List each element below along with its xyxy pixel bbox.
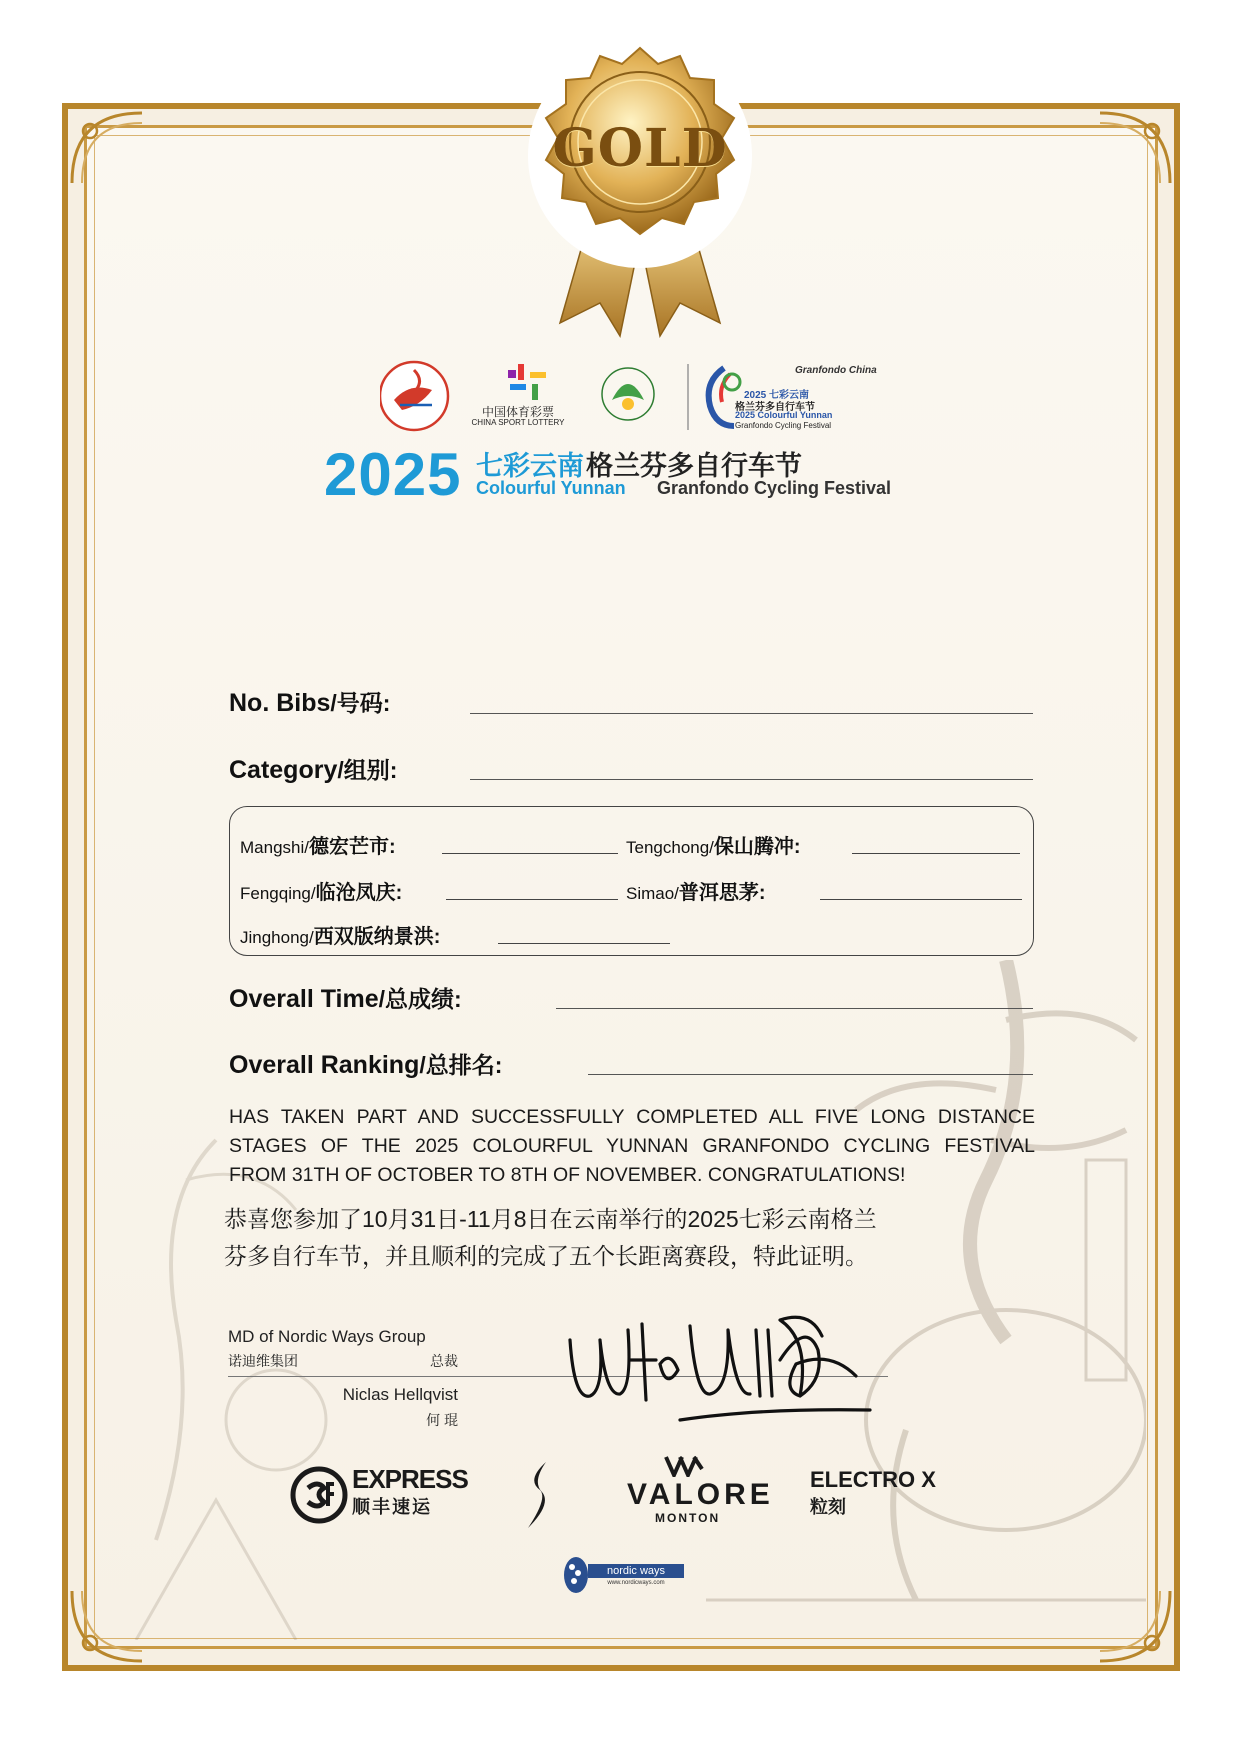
- stage-tengchong-en: Tengchong/: [626, 838, 714, 857]
- stage-mangshi-cn: 德宏芒市:: [308, 836, 396, 858]
- lottery-logo-cn: 中国体育彩票: [481, 405, 554, 419]
- lottery-logo-en: CHINA SPORT LOTTERY: [471, 418, 565, 427]
- stage-simao-en: Simao/: [626, 884, 679, 903]
- signatory-title-cn-left: 诺迪维集团: [228, 1353, 298, 1369]
- stage-fengqing-cn: 临沧凤庆:: [315, 882, 403, 904]
- field-category-en: Category: [229, 756, 338, 784]
- stage-jinghong-cn: 西双版纳景洪:: [313, 926, 441, 948]
- stage-jinghong-label: [240, 920, 440, 949]
- stage-fengqing-line[interactable]: [446, 899, 618, 900]
- statement-en: [229, 1103, 1035, 1190]
- field-category-label: [229, 752, 397, 785]
- signatory-name-cn: 何 琨: [426, 1412, 458, 1428]
- field-overall-ranking-line[interactable]: [588, 1074, 1033, 1075]
- stage-fengqing-en: Fengqing/: [240, 884, 316, 903]
- background-illustration-left: [96, 1120, 336, 1640]
- title-cn-part2: 格兰芬多自行车节: [586, 451, 802, 481]
- granfondo-china-logo: Granfondo China: [795, 365, 877, 376]
- statement-en-line-3: FROM 31TH OF OCTOBER TO 8TH OF NOVEMBER. CONGRATULATIONS!: [229, 1164, 906, 1186]
- field-bibs-line[interactable]: [470, 713, 1033, 714]
- statement-cn-line-1: 恭喜您参加了10月31日-11月8日在云南举行的2025七彩云南格兰: [224, 1206, 877, 1232]
- stage-simao-label: [626, 876, 766, 905]
- signatory-title-en: MD of Nordic Ways Group: [228, 1327, 426, 1346]
- signatory-title-cn: [228, 1351, 458, 1371]
- stage-simao-line[interactable]: [820, 899, 1022, 900]
- stage-simao-cn: 普洱思茅:: [678, 882, 766, 904]
- field-overall-time-label: [229, 981, 462, 1014]
- statement-en-line-2: STAGES OF THE 2025 COLOURFUL YUNNAN GRANFONDO CYCLING FESTIVAL: [229, 1135, 1035, 1157]
- field-bibs-en: No. Bibs: [229, 689, 331, 717]
- valore-logo-text: VALORE: [627, 1478, 774, 1511]
- stage-tengchong-label: [626, 830, 801, 859]
- field-overall-ranking-cn: /总排名:: [419, 1052, 503, 1078]
- stage-mangshi-label: [240, 830, 396, 859]
- stage-jinghong-line[interactable]: [498, 943, 670, 944]
- stage-mangshi-line[interactable]: [442, 853, 618, 854]
- field-bibs-cn: /号码:: [330, 690, 391, 716]
- signatory-title-cn-right: 总裁: [430, 1353, 458, 1369]
- stage-jinghong-en: Jinghong/: [240, 928, 314, 947]
- signatory-name-en: Niclas Hellqvist: [342, 1385, 458, 1404]
- stage-fengqing-label: [240, 876, 402, 905]
- title-en-part2: Granfondo Cycling Festival: [657, 478, 892, 498]
- statement-en-line-1: HAS TAKEN PART AND SUCCESSFULLY COMPLETED ALL FIVE LONG DISTANCE: [229, 1106, 1035, 1128]
- handwritten-signature: [560, 1300, 890, 1430]
- specialized-logo-icon: [518, 1460, 558, 1530]
- title-en-part1: Colourful Yunnan: [476, 478, 626, 498]
- monton-logo-text: MONTON: [655, 1511, 721, 1525]
- granfondo-logo-year: 2025 七彩云南: [744, 390, 810, 401]
- valore-logo-icon: [664, 1455, 704, 1477]
- field-overall-ranking-label: [229, 1047, 502, 1080]
- stage-tengchong-line[interactable]: [852, 853, 1020, 854]
- granfondo-logo-en1: 2025 Colourful Yunnan: [735, 410, 833, 420]
- field-category-line[interactable]: [470, 779, 1033, 780]
- corner-ornament-tl: [68, 109, 146, 187]
- granfondo-logo-cn: 格兰芬多自行车节: [735, 402, 815, 413]
- field-category-cn: /组别:: [337, 757, 398, 783]
- title-cn-part1: 七彩云南: [476, 451, 584, 481]
- title-year: 2025: [324, 441, 462, 508]
- nordic-ways-url: www.nordicways.com: [607, 1580, 665, 1586]
- field-overall-time-line[interactable]: [556, 1008, 1033, 1009]
- statement-cn: [224, 1201, 1044, 1275]
- field-bibs-label: [229, 685, 390, 718]
- field-overall-time-cn: /总成绩:: [378, 986, 462, 1012]
- medal-label: GOLD: [552, 118, 728, 179]
- electrox-logo-en: ELECTRO X: [810, 1467, 936, 1492]
- nordic-ways-logo-text: nordic ways: [588, 1564, 684, 1578]
- sf-express-cn: 顺丰速运: [352, 1497, 432, 1517]
- corner-ornament-tr: [1096, 109, 1174, 187]
- electrox-logo-cn: 粒刻: [810, 1497, 846, 1517]
- sf-express-en: EXPRESS: [352, 1464, 468, 1494]
- granfondo-logo-en2: Granfondo Cycling Festival: [735, 421, 832, 430]
- gold-medal-icon: [520, 38, 760, 338]
- field-overall-ranking-en: Overall Ranking: [229, 1051, 420, 1079]
- field-overall-time-en: Overall Time: [229, 985, 379, 1013]
- sf-express-logo-icon: [290, 1466, 348, 1524]
- stage-tengchong-cn: 保山腾冲:: [713, 836, 801, 858]
- stage-mangshi-en: Mangshi/: [240, 838, 309, 857]
- statement-cn-line-2: 芬多自行车节，并且顺利的完成了五个长距离赛段，特此证明。: [224, 1243, 868, 1269]
